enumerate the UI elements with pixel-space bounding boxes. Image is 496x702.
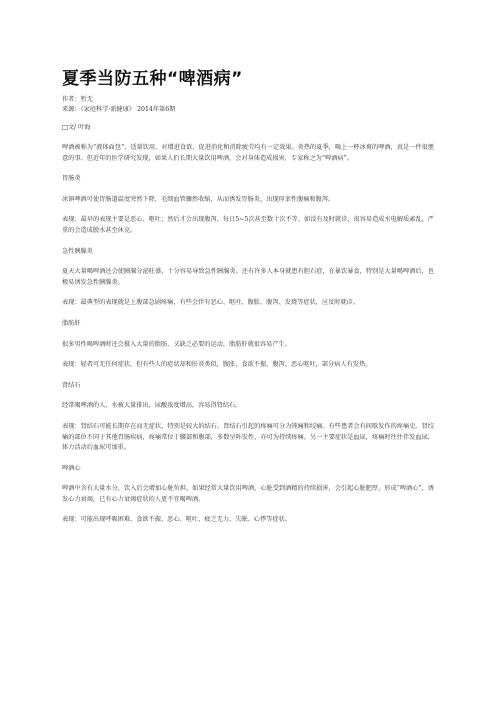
section-heading: 急性胰腺炎 [62, 247, 93, 255]
article-source: 来源：《家庭科学·新健康》 2014年第6期 [62, 106, 176, 113]
section-body: 夏天大量喝啤酒还会使胰腺分泌旺盛，十分容易导致急性胰腺炎。还有许多人本身就患有胆石症，在暴饮暴食，特别是大量喝啤酒后，也极易诱发急性胰腺炎。 [62, 268, 434, 286]
section-heading: 胃肠炎 [62, 175, 81, 183]
article-author: 作者：暂无 [62, 96, 93, 103]
section-body: 很多男性喝啤酒时还会摄入大量的脂肪，又缺乏必要的运动，脂肪肝就很容易产生。 [62, 340, 291, 348]
article-byline: □文/ 叶海 [62, 124, 91, 131]
intro-paragraph: 啤酒被称为“液体面包”，适量饮用，对增进食欲、促进消化和消除疲劳均有一定效果。炎热的夏季，喝上一杯冰爽的啤酒，真是一件很惬意的事。但近年的医学研究发现，如果人们长期大量饮用啤酒，会对身体造成损害，专家称之为“啤酒病”。 [62, 144, 434, 162]
section-body: 经常喝啤酒的人，水被大量排出，尿酸浓度增高，容易得肾结石。 [62, 402, 242, 410]
section-heading: 肾结石 [62, 381, 81, 389]
section-body: 啤酒中含有大量水分，饮入后会增加心脏负担。如果经常大量饮用啤酒，心脏受到酒精的持续损害，会引起心脏肥厚，形成“啤酒心”，诱发心力衰竭，已有心力衰竭症状的人更不宜喝啤酒。 [62, 485, 434, 503]
section-symptom: 表现：最典型的表现就是上腹部急剧疼痛，有些会伴有恶心、呕吐、腹胀、腹泻、发烧等症状，应及时就诊。 [62, 299, 359, 307]
article-title: 夏季当防五种“啤酒病” [62, 69, 243, 89]
section-symptom: 表现：可能出现呼吸困难、食欲不振、恶心、呕吐、疲乏无力、失眠、心悸等症状。 [62, 516, 291, 524]
section-body: 冰镇啤酒可使胃肠道温度突然下降，毛细血管骤然收缩，从而诱发胃肠炎，出现痉挛性腹痛和腹泻。 [62, 195, 335, 203]
section-symptom: 表现：肾结石可能长期存在而无症状，特别是较大的结石。肾结石引起的疼痛可分为钝痛和绞痛。有些患者会有间歇发作的疼痛史。肾绞痛的部位不同于其他胃肠疾病，疼痛常位于腰部和腹部，多数呈阵发性，亦可为持续疼痛。另一主要症状是血尿，疼痛时往往伴发血尿，体力活动后血尿可加重。 [62, 422, 434, 452]
section-heading: 啤酒心 [62, 464, 81, 472]
article [62, 64, 434, 526]
section-heading: 脂肪肝 [62, 319, 81, 327]
section-symptom: 表现：轻者可无任何症状，但有些人的症状却和肝炎类似，腹胀、食欲不振、腹泻、恶心呕吐，部分病人有发热。 [62, 361, 372, 369]
section-symptom: 表现：最早的表现主要是恶心、呕吐；然后才会出现腹泻，每日5~5次甚至数十次不等，如没有及时就诊，很容易造成水电解质紊乱，严重的会造成脱水甚至休克。 [62, 216, 434, 234]
